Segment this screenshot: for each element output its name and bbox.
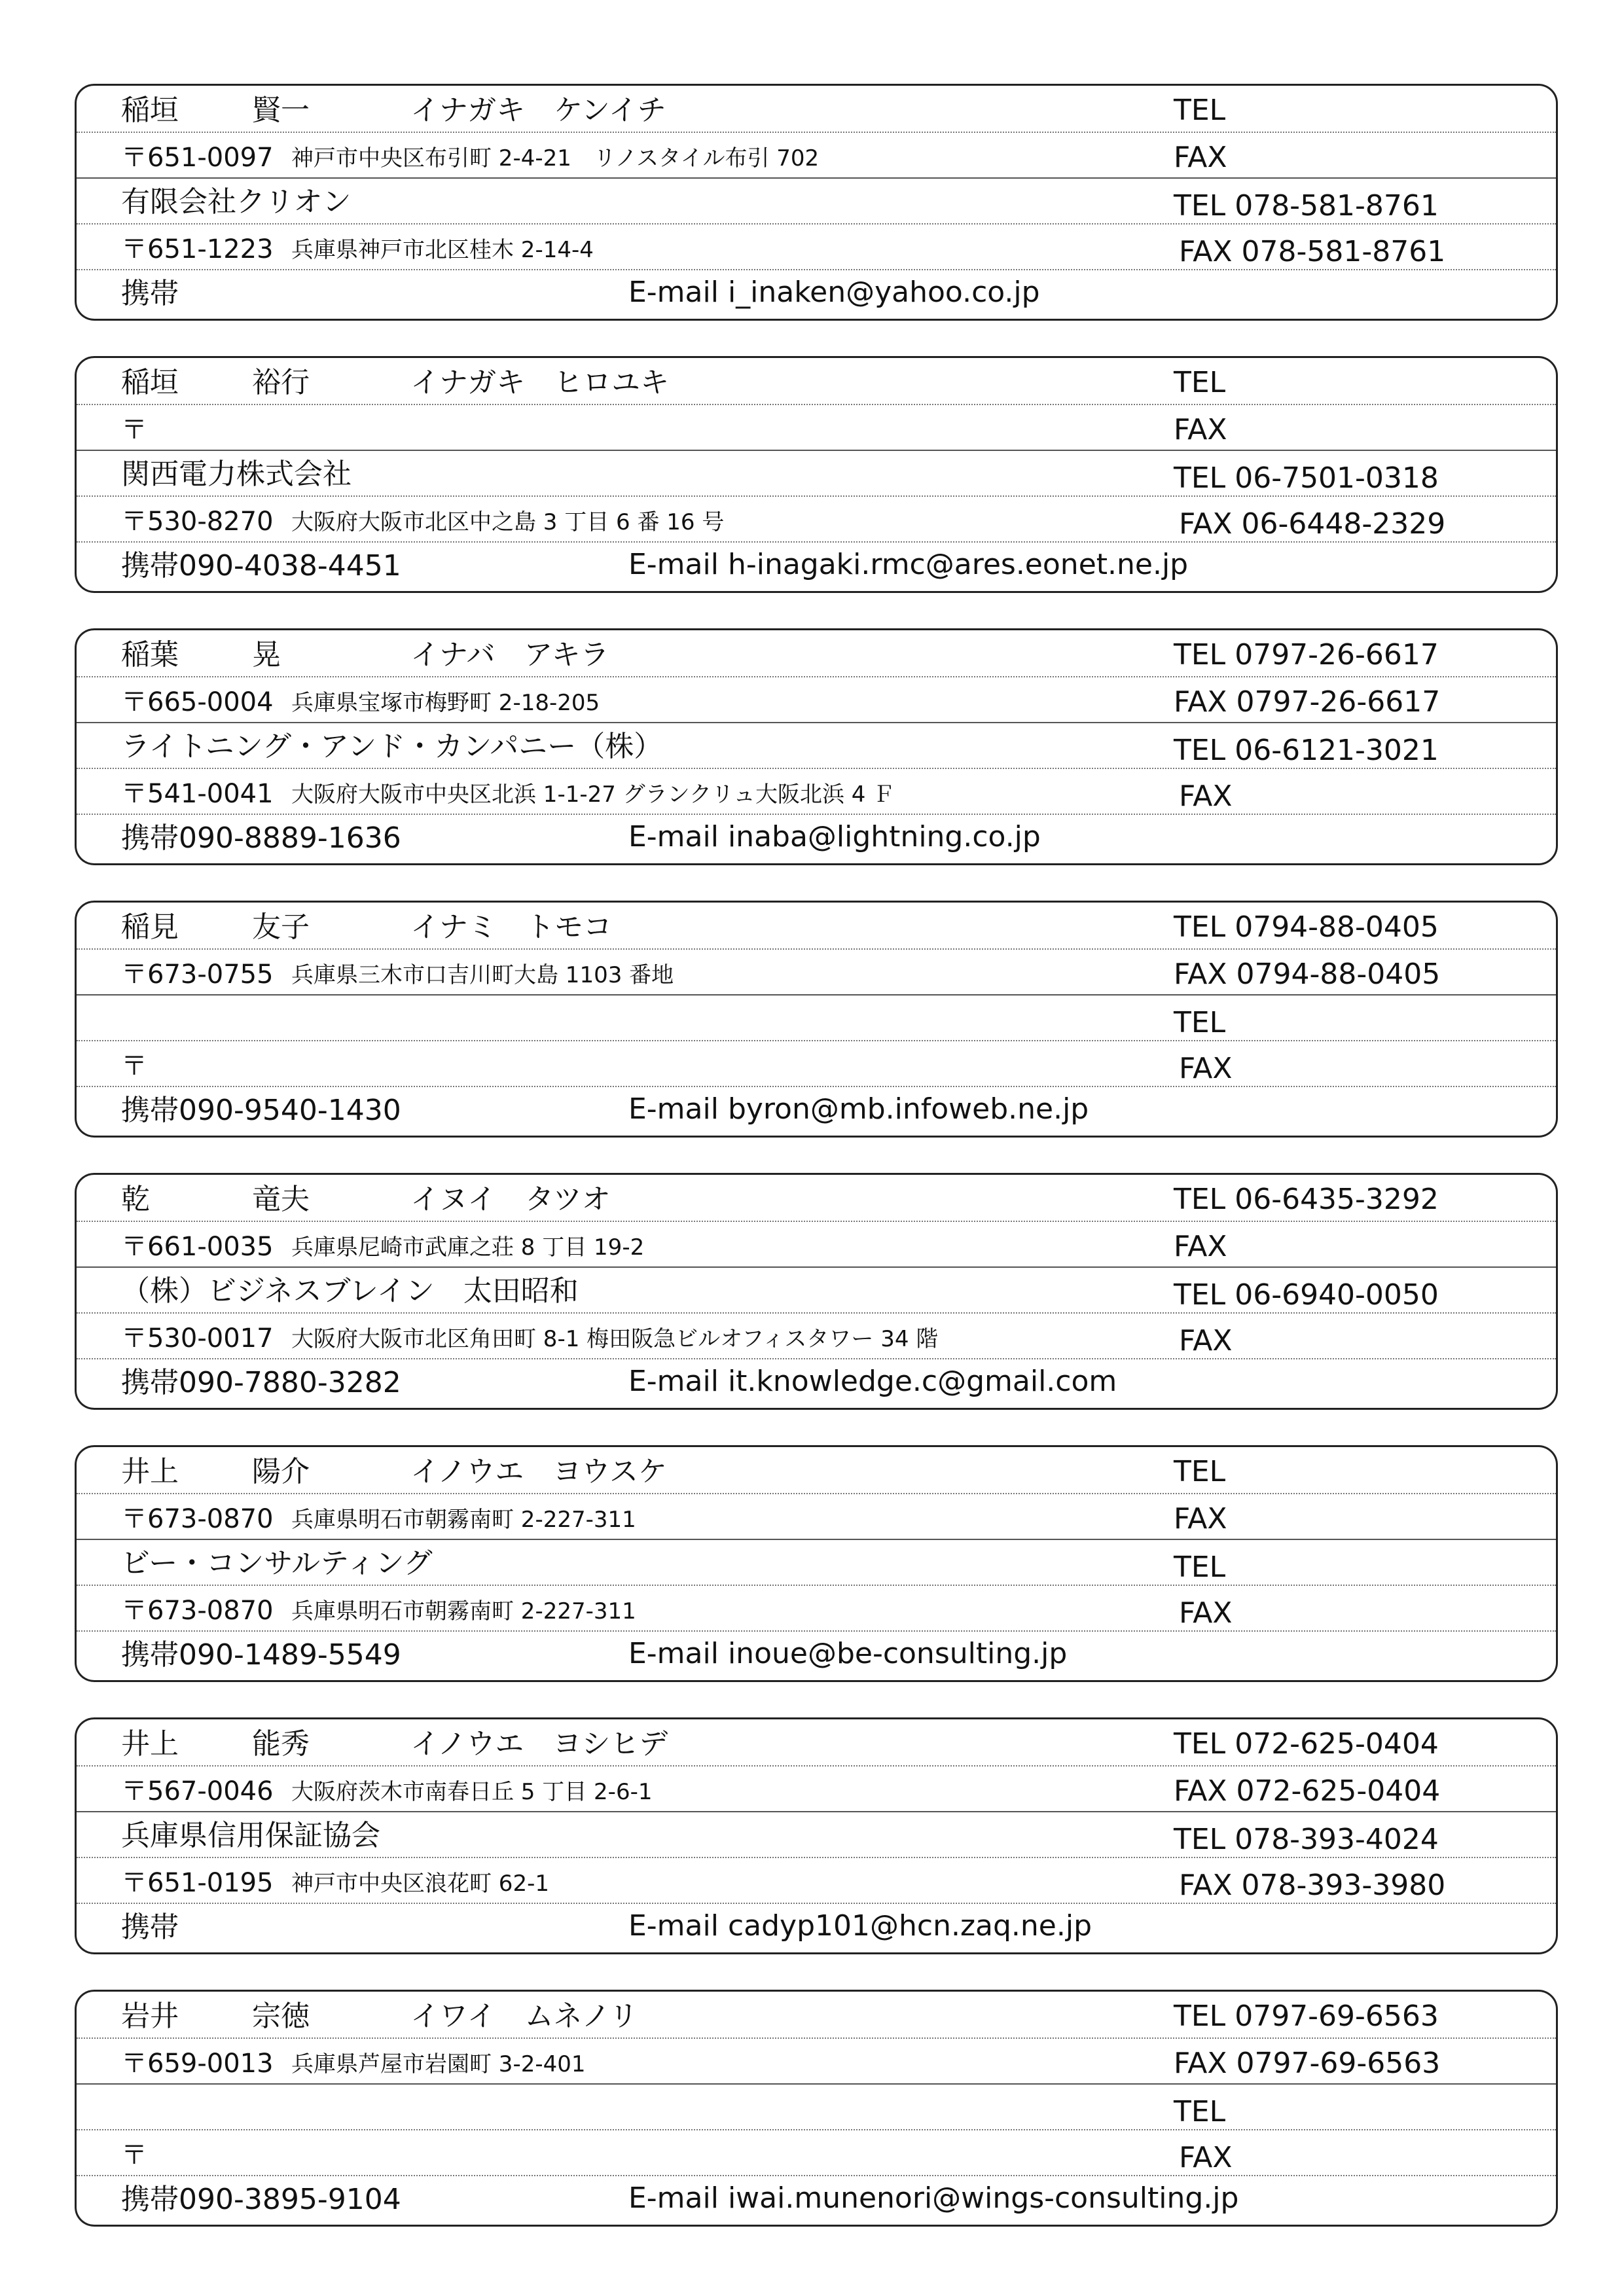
- home-address: 兵庫県芦屋市岩園町 3-2-401: [291, 2051, 586, 2077]
- postal-mark: 〒: [121, 1596, 147, 1626]
- tel-label: TEL: [1174, 94, 1226, 127]
- work-address-row: [77, 1312, 1556, 1359]
- home-zip-code: 651-0097: [147, 143, 274, 173]
- email-label: E-mail: [628, 548, 719, 581]
- home-tel-number: 06-6435-3292: [1235, 1183, 1439, 1216]
- email-address[interactable]: inoue@be-consulting.jp: [727, 1637, 1068, 1670]
- home-zip: [121, 417, 147, 443]
- work-tel: [1174, 1278, 1439, 1312]
- home-zip: [121, 2051, 274, 2077]
- name-row: [77, 86, 1556, 133]
- work-zip-code: 651-1223: [147, 234, 274, 264]
- company-row: [77, 994, 1556, 1041]
- home-zip-code: 665-0004: [147, 687, 274, 717]
- work-address: 大阪府大阪市北区中之島 3 丁目 6 番 16 号: [291, 509, 725, 535]
- work-tel-number: 06-7501-0318: [1235, 461, 1439, 495]
- postal-mark: 〒: [121, 234, 147, 264]
- tel-label: TEL: [1174, 2095, 1226, 2128]
- email: [628, 1367, 1117, 1396]
- work-zip-code: 530-0017: [147, 1323, 274, 1354]
- mobile-label: 携帯: [121, 1638, 179, 1672]
- company-row: [77, 722, 1556, 769]
- mobile-row: [77, 1358, 1556, 1404]
- name-row: [77, 358, 1556, 405]
- work-zip: [121, 781, 274, 807]
- tel-label: TEL: [1174, 1455, 1226, 1488]
- work-fax: [1179, 507, 1446, 541]
- fax-label: FAX: [1179, 1324, 1233, 1357]
- work-address: 大阪府大阪市中央区北浜 1-1-27 グランクリュ大阪北浜 4 Ｆ: [291, 781, 895, 808]
- family-name: 稲垣: [121, 366, 179, 399]
- home-address-row: [77, 948, 1556, 996]
- home-fax: [1174, 2049, 1440, 2078]
- work-tel-number: 078-581-8761: [1235, 189, 1439, 223]
- work-zip: [121, 2142, 147, 2168]
- email-address[interactable]: it.knowledge.c@gmail.com: [727, 1365, 1117, 1398]
- home-zip: [121, 1234, 274, 1260]
- home-tel: [1174, 96, 1225, 125]
- fax-label: FAX: [1174, 2047, 1227, 2080]
- home-zip: [121, 145, 274, 171]
- postal-mark: 〒: [121, 143, 147, 173]
- home-fax: [1174, 685, 1441, 719]
- postal-mark: 〒: [121, 1504, 147, 1534]
- work-fax-number: 06-6448-2329: [1241, 507, 1446, 541]
- work-tel: [1174, 461, 1439, 495]
- mobile-number: 090-9540-1430: [179, 1094, 401, 1127]
- home-address-row: [77, 676, 1556, 723]
- postal-mark: 〒: [121, 415, 147, 445]
- name-kana: イナガキ ヒロユキ: [410, 366, 670, 399]
- family-name: 井上: [121, 1455, 179, 1488]
- family-name: 稲垣: [121, 94, 179, 127]
- home-fax-number: 0797-69-6563: [1236, 2047, 1441, 2080]
- home-tel: [1174, 910, 1439, 944]
- mobile-label: 携帯: [121, 1366, 179, 1399]
- home-address-row: [77, 132, 1556, 179]
- work-address-row: [77, 495, 1556, 543]
- postal-mark: 〒: [121, 779, 147, 809]
- home-zip: [121, 689, 274, 715]
- mobile-row: [77, 814, 1556, 859]
- email-label: E-mail: [628, 1092, 719, 1126]
- fax-label: FAX: [1179, 780, 1233, 813]
- company-name: 有限会社クリオン: [121, 185, 352, 219]
- work-zip: [121, 1053, 147, 1079]
- fax-label: FAX: [1174, 958, 1227, 991]
- fax-label: FAX: [1174, 1774, 1227, 1808]
- mobile-row: [77, 2175, 1556, 2221]
- work-address-row: [77, 2129, 1556, 2176]
- work-tel: [1174, 189, 1439, 223]
- home-fax: [1174, 1232, 1227, 1261]
- work-fax: [1179, 1054, 1233, 1083]
- name-row: [77, 1447, 1556, 1494]
- postal-mark: 〒: [121, 2140, 147, 2170]
- company-row: [77, 177, 1556, 224]
- work-address: 兵庫県明石市朝霧南町 2-227-311: [291, 1598, 636, 1624]
- tel-label: TEL: [1174, 461, 1226, 495]
- company-row: [77, 450, 1556, 497]
- work-address-row: [77, 1040, 1556, 1087]
- fax-label: FAX: [1179, 1052, 1233, 1085]
- postal-mark: 〒: [121, 1323, 147, 1354]
- tel-label: TEL: [1174, 1727, 1226, 1761]
- fax-label: FAX: [1174, 413, 1227, 446]
- email-address[interactable]: h-inagaki.rmc@ares.eonet.ne.jp: [727, 548, 1189, 581]
- email: [628, 1909, 1092, 1943]
- email-label: E-mail: [628, 1909, 719, 1943]
- home-address: 兵庫県明石市朝霧南町 2-227-311: [291, 1507, 636, 1533]
- work-address-row: [77, 223, 1556, 270]
- home-address: 兵庫県宝塚市梅野町 2-18-205: [291, 690, 600, 716]
- mobile: [121, 1638, 401, 1672]
- tel-label: TEL: [1174, 2000, 1226, 2033]
- email-address[interactable]: iwai.munenori@wings-consulting.jp: [727, 2181, 1239, 2215]
- home-tel-number: 0797-26-6617: [1235, 638, 1439, 672]
- family-name: 稲葉: [121, 638, 179, 672]
- postal-mark: 〒: [121, 1232, 147, 1262]
- given-name: 晃: [252, 638, 281, 672]
- name-kana: イワイ ムネノリ: [410, 2000, 638, 2033]
- company-name: 兵庫県信用保証協会: [121, 1819, 380, 1852]
- work-address: 神戸市中央区浪花町 62-1: [291, 1871, 549, 1897]
- contact-card: [75, 84, 1558, 321]
- mobile-number: 090-4038-4451: [179, 549, 401, 583]
- postal-mark: 〒: [121, 507, 147, 537]
- work-fax: [1179, 782, 1233, 811]
- work-fax-number: 078-393-3980: [1241, 1869, 1446, 1902]
- mobile: [121, 1910, 179, 1944]
- name-row: [77, 1992, 1556, 2039]
- mobile-label: 携帯: [121, 1910, 179, 1944]
- home-fax: [1174, 1774, 1441, 1808]
- family-name: 稲見: [121, 910, 179, 944]
- fax-label: FAX: [1174, 685, 1227, 719]
- work-zip: [121, 1870, 274, 1896]
- postal-mark: 〒: [121, 687, 147, 717]
- tel-label: TEL: [1174, 1551, 1226, 1584]
- email: [628, 278, 1040, 307]
- given-name: 友子: [252, 910, 310, 944]
- tel-label: TEL: [1174, 366, 1226, 399]
- given-name: 賢一: [252, 94, 310, 127]
- email-label: E-mail: [628, 1365, 719, 1398]
- name-row: [77, 1719, 1556, 1767]
- fax-label: FAX: [1179, 235, 1233, 268]
- contact-card: [75, 1717, 1558, 1954]
- home-tel: [1174, 2002, 1439, 2031]
- home-address: 兵庫県三木市口吉川町大島 1103 番地: [291, 962, 674, 988]
- company-name: （株）ビジネスブレイン 太田昭和: [121, 1274, 579, 1308]
- work-fax: [1179, 235, 1446, 268]
- mobile: [121, 821, 401, 855]
- work-tel: [1174, 1553, 1225, 1582]
- work-fax: [1179, 2141, 1233, 2174]
- work-zip: [121, 236, 274, 262]
- name-row: [77, 630, 1556, 677]
- mobile-label: 携帯: [121, 549, 179, 583]
- work-tel: [1174, 1006, 1226, 1039]
- company-name: ライトニング・アンド・カンパニー（株）: [121, 730, 663, 763]
- mobile-row: [77, 541, 1556, 587]
- email-address[interactable]: i_inaken@yahoo.co.jp: [727, 276, 1040, 309]
- work-zip-code: 651-0195: [147, 1868, 274, 1898]
- postal-mark: 〒: [121, 1868, 147, 1898]
- email: [628, 1637, 1068, 1670]
- work-tel-number: 078-393-4024: [1235, 1823, 1439, 1856]
- work-zip: [121, 1598, 274, 1624]
- email-address[interactable]: cadyp101@hcn.zaq.ne.jp: [727, 1909, 1092, 1943]
- home-tel: [1174, 638, 1439, 672]
- tel-label: TEL: [1174, 1823, 1226, 1856]
- home-zip-code: 659-0013: [147, 2049, 274, 2079]
- home-address-row: [77, 1493, 1556, 1540]
- given-name: 能秀: [252, 1727, 310, 1761]
- family-name: 井上: [121, 1727, 179, 1761]
- home-zip-code: 673-0755: [147, 960, 274, 990]
- name-row: [77, 903, 1556, 950]
- home-address: 神戸市中央区布引町 2-4-21 リノスタイル布引 702: [291, 145, 820, 171]
- work-zip-code: 530-8270: [147, 507, 274, 537]
- work-tel: [1174, 736, 1439, 765]
- home-tel-number: 0797-69-6563: [1235, 2000, 1439, 2033]
- postal-mark: 〒: [121, 960, 147, 990]
- mobile-row: [77, 1903, 1556, 1948]
- contact-card: [75, 901, 1558, 1138]
- email: [628, 2181, 1239, 2215]
- given-name: 宗徳: [252, 2000, 310, 2033]
- tel-label: TEL: [1174, 910, 1226, 944]
- work-tel: [1174, 2095, 1226, 2128]
- given-name: 裕行: [252, 366, 310, 399]
- contact-card: [75, 628, 1558, 865]
- mobile-label: 携帯: [121, 277, 179, 310]
- home-address-row: [77, 404, 1556, 451]
- company-name: 関西電力株式会社: [121, 457, 352, 491]
- company-name: ビー・コンサルティング: [121, 1547, 433, 1580]
- email-label: E-mail: [628, 276, 719, 309]
- family-name: 岩井: [121, 2000, 179, 2033]
- fax-label: FAX: [1179, 1596, 1233, 1630]
- mobile-row: [77, 1086, 1556, 1132]
- email-address[interactable]: inaba@lightning.co.jp: [727, 820, 1041, 853]
- home-tel-number: 072-625-0404: [1235, 1727, 1439, 1761]
- company-row: [77, 1539, 1556, 1586]
- mobile: [121, 279, 179, 308]
- home-tel: [1174, 1185, 1439, 1214]
- name-kana: イナバ アキラ: [410, 638, 609, 672]
- email-label: E-mail: [628, 2181, 719, 2215]
- email: [628, 550, 1188, 579]
- name-kana: イノウエ ヨシヒデ: [410, 1727, 668, 1761]
- tel-label: TEL: [1174, 1278, 1226, 1312]
- mobile-number: 090-3895-9104: [179, 2183, 401, 2216]
- tel-label: TEL: [1174, 189, 1226, 223]
- home-fax-number: 0794-88-0405: [1236, 958, 1441, 991]
- work-fax: [1179, 1596, 1233, 1630]
- home-tel: [1174, 368, 1225, 397]
- email-address[interactable]: byron@mb.infoweb.ne.jp: [727, 1092, 1089, 1126]
- name-kana: イナミ トモコ: [410, 910, 612, 944]
- email: [628, 1092, 1089, 1126]
- fax-label: FAX: [1174, 1230, 1227, 1263]
- fax-label: FAX: [1179, 2141, 1233, 2174]
- work-address: 兵庫県神戸市北区桂木 2-14-4: [291, 237, 594, 263]
- mobile-label: 携帯: [121, 2183, 179, 2216]
- home-zip-code: 567-0046: [147, 1776, 274, 1806]
- mobile: [121, 1096, 401, 1125]
- home-zip-code: 661-0035: [147, 1232, 274, 1262]
- tel-label: TEL: [1174, 1183, 1226, 1216]
- contact-card: [75, 1990, 1558, 2227]
- work-tel-number: 06-6121-3021: [1235, 734, 1439, 767]
- home-address: 兵庫県尼崎市武庫之荘 8 丁目 19-2: [291, 1234, 645, 1261]
- mobile: [121, 2185, 401, 2214]
- company-row: [77, 1266, 1556, 1314]
- home-address: 大阪府茨木市南春日丘 5 丁目 2-6-1: [291, 1779, 653, 1805]
- company-row: [77, 1811, 1556, 1858]
- work-zip: [121, 1325, 274, 1352]
- work-fax: [1179, 1324, 1233, 1357]
- fax-label: FAX: [1174, 1502, 1227, 1535]
- company-row: [77, 2083, 1556, 2130]
- home-fax: [1174, 1502, 1227, 1535]
- home-fax: [1174, 413, 1227, 446]
- work-address-row: [77, 768, 1556, 815]
- email-label: E-mail: [628, 1637, 719, 1670]
- mobile-number: 090-8889-1636: [179, 821, 401, 855]
- family-name: 乾: [121, 1183, 150, 1216]
- work-tel: [1174, 1825, 1439, 1854]
- home-tel: [1174, 1455, 1226, 1488]
- home-fax-number: 072-625-0404: [1236, 1774, 1441, 1808]
- email-label: E-mail: [628, 820, 719, 853]
- mobile-number: 090-1489-5549: [179, 1638, 401, 1672]
- home-zip: [121, 1778, 274, 1804]
- postal-mark: 〒: [121, 1776, 147, 1806]
- home-tel: [1174, 1727, 1439, 1761]
- home-address-row: [77, 1221, 1556, 1268]
- name-kana: イノウエ ヨウスケ: [410, 1455, 668, 1488]
- mobile-row: [77, 1630, 1556, 1676]
- work-fax-number: 078-581-8761: [1241, 235, 1446, 268]
- work-fax: [1179, 1871, 1445, 1900]
- mobile: [121, 549, 401, 583]
- work-address-row: [77, 1585, 1556, 1632]
- home-zip: [121, 1506, 274, 1532]
- home-zip: [121, 961, 274, 988]
- work-address-row: [77, 1857, 1556, 1904]
- email: [628, 820, 1041, 853]
- mobile-number: 090-7880-3282: [179, 1366, 401, 1399]
- home-address-row: [77, 1765, 1556, 1812]
- tel-label: TEL: [1174, 638, 1226, 672]
- mobile: [121, 1366, 401, 1399]
- name-kana: イヌイ タツオ: [410, 1183, 611, 1216]
- work-zip-code: 673-0870: [147, 1596, 274, 1626]
- fax-label: FAX: [1179, 507, 1233, 541]
- mobile-label: 携帯: [121, 1094, 179, 1127]
- work-tel-number: 06-6940-0050: [1235, 1278, 1439, 1312]
- mobile-label: 携帯: [121, 821, 179, 855]
- contact-card: [75, 356, 1558, 593]
- given-name: 陽介: [252, 1455, 310, 1488]
- contact-card: [75, 1445, 1558, 1682]
- given-name: 竜夫: [252, 1183, 310, 1216]
- tel-label: TEL: [1174, 734, 1226, 767]
- postal-mark: 〒: [121, 1051, 147, 1081]
- fax-label: FAX: [1179, 1869, 1233, 1902]
- home-fax-number: 0797-26-6617: [1236, 685, 1441, 719]
- name-row: [77, 1175, 1556, 1222]
- postal-mark: 〒: [121, 2049, 147, 2079]
- work-zip: [121, 509, 274, 535]
- home-fax: [1174, 143, 1227, 172]
- home-tel-number: 0794-88-0405: [1235, 910, 1439, 944]
- work-zip-code: 541-0041: [147, 779, 274, 809]
- mobile-row: [77, 269, 1556, 315]
- home-address-row: [77, 2037, 1556, 2085]
- home-fax: [1174, 960, 1440, 989]
- tel-label: TEL: [1174, 1006, 1226, 1039]
- fax-label: FAX: [1174, 141, 1227, 174]
- work-address: 大阪府大阪市北区角田町 8-1 梅田阪急ビルオフィスタワー 34 階: [291, 1326, 939, 1352]
- name-kana: イナガキ ケンイチ: [410, 94, 666, 127]
- contact-card: [75, 1173, 1558, 1410]
- home-zip-code: 673-0870: [147, 1504, 274, 1534]
